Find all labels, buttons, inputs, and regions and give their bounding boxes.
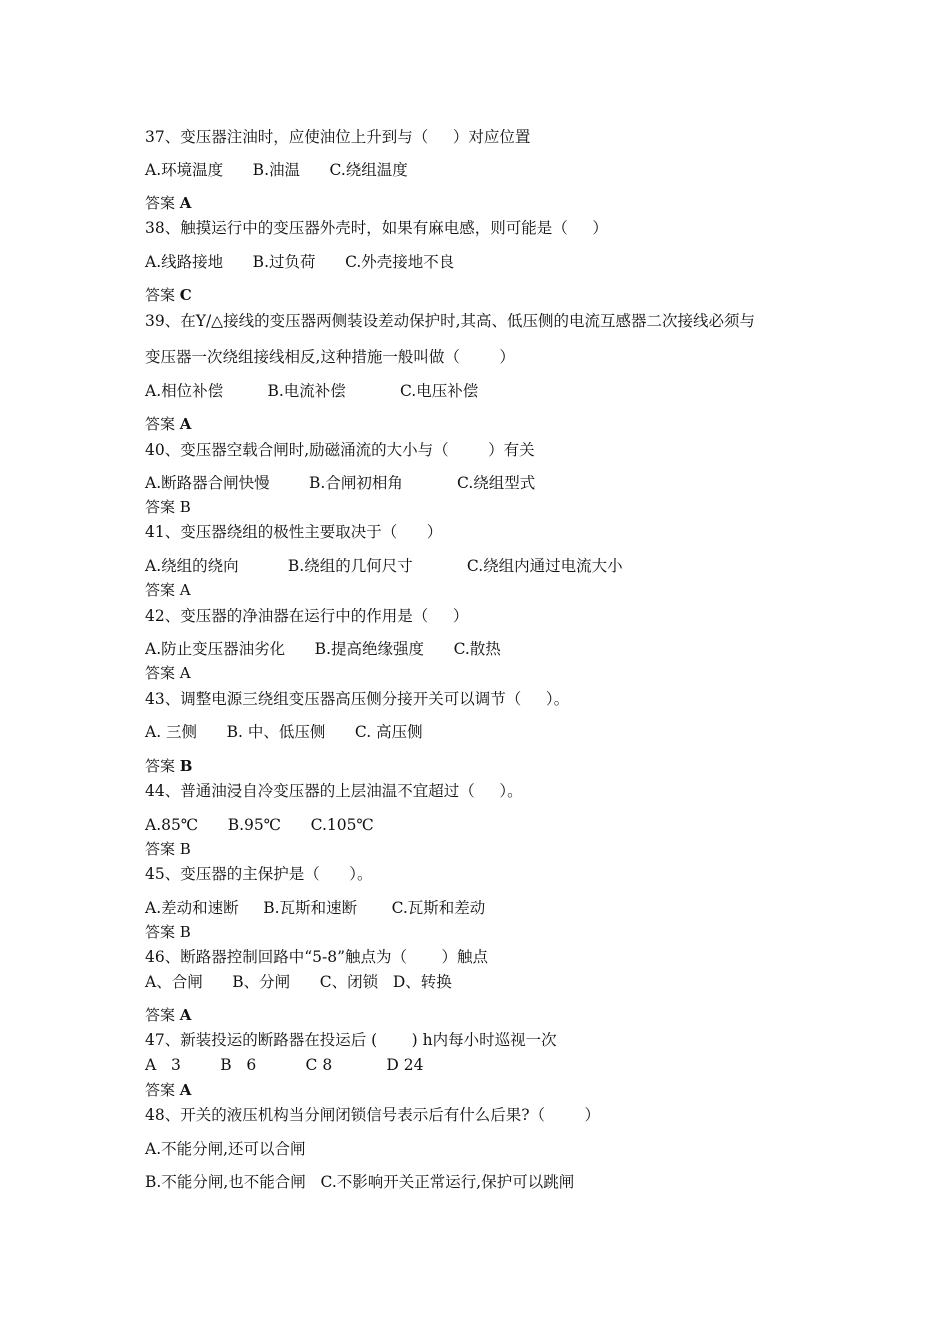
answer-prefix: 答案 (145, 1006, 180, 1024)
option-line: A. 三侧 B. 中、低压侧 C. 高压侧 (145, 723, 423, 741)
option-line: A.绕组的绕向 B.绕组的几何尺寸 C.绕组内通过电流大小 (145, 557, 623, 575)
question-text: 44、普通油浸自冷变压器的上层油温不宜超过（ ）。 (145, 782, 523, 800)
answer-value: A (179, 1006, 192, 1024)
answer-value: B (179, 498, 191, 516)
answer-prefix: 答案 (145, 498, 180, 516)
answer-prefix: 答案 (145, 1081, 180, 1099)
answer-value: B (179, 840, 191, 858)
answer-value: A (179, 1081, 192, 1099)
answer-line (145, 839, 191, 859)
question-text: 46、断路器控制回路中“5-8”触点为（ ）触点 (145, 948, 489, 966)
answer-value: A (179, 581, 191, 599)
answer-prefix: 答案 (145, 664, 180, 682)
answer-value: A (179, 664, 191, 682)
answer-line (145, 1080, 191, 1100)
option-line: A、合闸 B、分闸 C、闭锁 D、转换 (145, 973, 452, 991)
option-line: B.不能分闸,也不能合闸 C.不影响开关正常运行,保护可以跳闸 (145, 1173, 575, 1191)
answer-value: A (179, 415, 192, 433)
answer-prefix: 答案 (145, 286, 180, 304)
answer-value: C (179, 286, 192, 304)
answer-line (145, 285, 192, 305)
answer-line (145, 1005, 191, 1025)
answer-line (145, 922, 191, 942)
answer-line (145, 580, 191, 600)
option-line: A 3 B 6 C 8 D 24 (145, 1056, 424, 1074)
question-text: 48、开关的液压机构当分闸闭锁信号表示后有什么后果?（ ） (145, 1106, 600, 1124)
question-text: 45、变压器的主保护是（ ）。 (145, 865, 373, 883)
answer-prefix: 答案 (145, 194, 180, 212)
answer-line (145, 414, 191, 434)
question-text: 变压器一次绕组接线相反,这种措施一般叫做（ ） (145, 348, 515, 366)
option-line: A.85℃ B.95℃ C.105℃ (145, 816, 374, 834)
option-line: A.防止变压器油劣化 B.提高绝缘强度 C.散热 (145, 640, 501, 658)
question-text: 38、触摸运行中的变压器外壳时，如果有麻电感，则可能是（ ） (145, 219, 608, 237)
answer-prefix: 答案 (145, 840, 180, 858)
answer-prefix: 答案 (145, 415, 180, 433)
option-line: A.断路器合闸快慢 B.合闸初相角 C.绕组型式 (145, 474, 536, 492)
answer-prefix: 答案 (145, 923, 180, 941)
answer-value: B (179, 923, 191, 941)
question-text: 43、调整电源三绕组变压器高压侧分接开关可以调节（ ）。 (145, 690, 570, 708)
question-text: 42、变压器的净油器在运行中的作用是（ ） (145, 607, 469, 625)
answer-line (145, 497, 191, 517)
question-text: 39、在Y/△接线的变压器两侧装设差动保护时,其高、低压侧的电流互感器二次接线必须与 (145, 312, 756, 330)
question-text: 47、新装投运的断路器在投运后 ( ) h内每小时巡视一次 (145, 1031, 557, 1049)
option-line: A.不能分闸,还可以合闸 (145, 1140, 306, 1158)
question-text: 37、变压器注油时，应使油位上升到与（ ）对应位置 (145, 128, 531, 146)
answer-prefix: 答案 (145, 757, 180, 775)
option-line: A.环境温度 B.油温 C.绕组温度 (145, 161, 408, 179)
question-text: 41、变压器绕组的极性主要取决于（ ） (145, 523, 443, 541)
question-text: 40、变压器空载合闸时,励磁涌流的大小与（ ）有关 (145, 441, 535, 459)
answer-value: A (179, 194, 192, 212)
answer-line (145, 193, 191, 213)
answer-line (145, 663, 191, 683)
answer-line (145, 756, 192, 776)
option-line: A.相位补偿 B.电流补偿 C.电压补偿 (145, 382, 479, 400)
option-line: A.线路接地 B.过负荷 C.外壳接地不良 (145, 253, 455, 271)
option-line: A.差动和速断 B.瓦斯和速断 C.瓦斯和差动 (145, 899, 486, 917)
answer-value: B (179, 757, 193, 775)
answer-prefix: 答案 (145, 581, 180, 599)
